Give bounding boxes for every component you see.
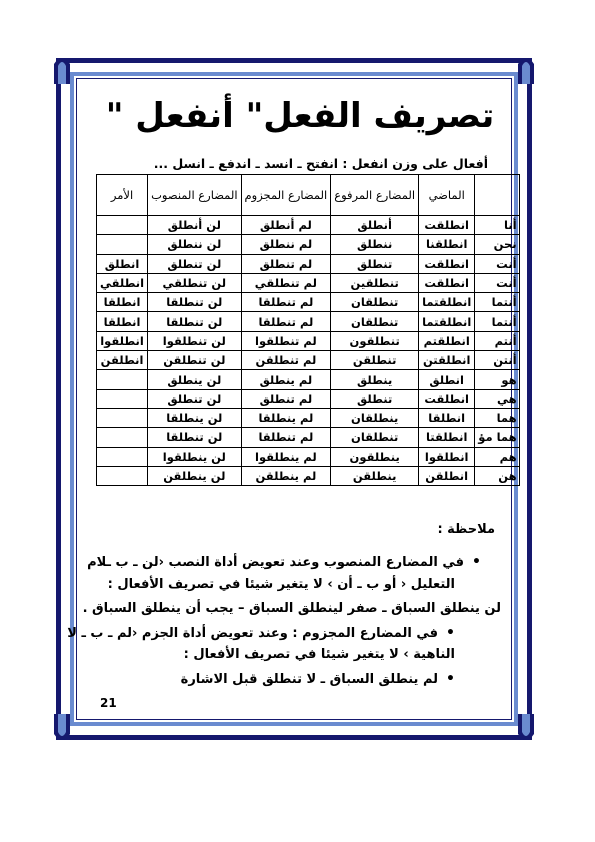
note-bullet: • لم ينطلق السباق ـ لا تنطلق قبل الاشارة	[181, 671, 455, 687]
present-indicative-cell: ينطلق	[331, 370, 419, 389]
past-cell: انطلقت	[419, 273, 475, 292]
table-header-row	[97, 175, 520, 216]
table-row	[97, 408, 520, 427]
past-cell: انطلقتم	[419, 331, 475, 350]
present-jussive-cell: لم تنطلقا	[241, 312, 331, 331]
present-jussive-cell: لم تنطلقن	[241, 351, 331, 370]
present-indicative-cell: ننطلق	[331, 235, 419, 254]
pronoun-cell: هن	[475, 466, 519, 485]
present-subjunctive-cell: لن ينطلقن	[148, 466, 241, 485]
table-row	[97, 428, 520, 447]
table-row	[97, 331, 520, 350]
corner-ornament-icon	[52, 52, 72, 84]
table-row	[97, 254, 520, 273]
present-indicative-cell: تنطلق	[331, 389, 419, 408]
past-cell: انطلق	[419, 370, 475, 389]
past-cell: انطلقتما	[419, 293, 475, 312]
present-jussive-cell: لم تنطلقا	[241, 428, 331, 447]
table-row	[97, 293, 520, 312]
present-subjunctive-cell: لن أنطلق	[148, 216, 241, 235]
pronoun-cell: هما	[475, 408, 519, 427]
imperative-cell: انطلق	[97, 254, 148, 273]
imperative-cell	[97, 370, 148, 389]
note-bullet: • في المضارع المجزوم : وعند تعويض أداة الجزم ‹لم ـ ب ـ لا	[67, 625, 455, 641]
present-jussive-cell: لم تنطلق	[241, 254, 331, 273]
imperative-cell: انطلقن	[97, 351, 148, 370]
present-subjunctive-cell: لن ينطلقوا	[148, 447, 241, 466]
conjugation-table	[96, 174, 520, 486]
present-indicative-cell: تنطلقن	[331, 351, 419, 370]
past-cell: انطلقت	[419, 389, 475, 408]
past-cell: انطلقن	[419, 466, 475, 485]
present-jussive-cell: لم ننطلق	[241, 235, 331, 254]
present-indicative-cell: تنطلقان	[331, 293, 419, 312]
present-jussive-cell: لم ينطلقوا	[241, 447, 331, 466]
present-jussive-cell: لم تنطلقوا	[241, 331, 331, 350]
pronoun-cell: أنتما	[475, 312, 519, 331]
pronoun-cell: هي	[475, 389, 519, 408]
present-jussive-cell: لم ينطلقا	[241, 408, 331, 427]
present-indicative-cell: ينطلقن	[331, 466, 419, 485]
pronoun-cell: أنتما	[475, 293, 519, 312]
pronoun-cell: هما مؤ	[475, 428, 519, 447]
table-row	[97, 389, 520, 408]
imperative-cell: انطلقا	[97, 293, 148, 312]
table-row	[97, 447, 520, 466]
page-title: تصريف الفعل" أنفعل "	[105, 96, 495, 136]
past-cell: انطلقا	[419, 408, 475, 427]
header-past: الماضي	[419, 175, 475, 216]
note-bullet: • في المضارع المنصوب وعند تعويض أداة النصب ‹لن ـ ب ـلام	[87, 554, 481, 570]
corner-ornament-icon	[516, 714, 536, 746]
table-row	[97, 370, 520, 389]
present-indicative-cell: تنطلقين	[331, 273, 419, 292]
past-cell: انطلقت	[419, 254, 475, 273]
present-indicative-cell: تنطلقون	[331, 331, 419, 350]
pronoun-cell: أنت	[475, 254, 519, 273]
notes-title: ملاحظة :	[437, 522, 495, 537]
verbs-example-line: أفعال على وزن انفعل : انفتح ـ انسد ـ اندفع ـ انسل ...	[153, 156, 488, 171]
imperative-cell	[97, 428, 148, 447]
imperative-cell	[97, 216, 148, 235]
header-present-indicative: المضارع المرفوع	[331, 175, 419, 216]
pronoun-cell: أنت	[475, 273, 519, 292]
table-row	[97, 216, 520, 235]
corner-ornament-icon	[516, 52, 536, 84]
imperative-cell	[97, 235, 148, 254]
pronoun-cell: أنتن	[475, 351, 519, 370]
present-subjunctive-cell: لن ينطلقا	[148, 408, 241, 427]
table-row	[97, 312, 520, 331]
present-jussive-cell: لم ينطلق	[241, 370, 331, 389]
note-line: لن ينطلق السباق ـ صفر لينطلق السباق – يجب أن ينطلق السباق .	[82, 601, 501, 616]
present-subjunctive-cell: لن تنطلقي	[148, 273, 241, 292]
imperative-cell	[97, 466, 148, 485]
pronoun-cell: نحن	[475, 235, 519, 254]
present-subjunctive-cell: لن تنطلقوا	[148, 331, 241, 350]
present-jussive-cell: لم تنطلقا	[241, 293, 331, 312]
imperative-cell	[97, 408, 148, 427]
present-subjunctive-cell: لن تنطلق	[148, 389, 241, 408]
present-subjunctive-cell: لن تنطلق	[148, 254, 241, 273]
pronoun-cell: هو	[475, 370, 519, 389]
pronoun-cell: أنا	[475, 216, 519, 235]
past-cell: انطلقوا	[419, 447, 475, 466]
present-indicative-cell: تنطلقان	[331, 312, 419, 331]
imperative-cell: انطلقا	[97, 312, 148, 331]
header-present-subjunctive: المضارع المنصوب	[148, 175, 241, 216]
present-subjunctive-cell: لن تنطلقن	[148, 351, 241, 370]
header-present-jussive: المضارع المجزوم	[241, 175, 331, 216]
past-cell: انطلقتن	[419, 351, 475, 370]
present-indicative-cell: تنطلقان	[331, 428, 419, 447]
present-indicative-cell: ينطلقون	[331, 447, 419, 466]
table-row	[97, 273, 520, 292]
present-indicative-cell: أنطلق	[331, 216, 419, 235]
present-jussive-cell: لم ينطلقن	[241, 466, 331, 485]
table-row	[97, 351, 520, 370]
past-cell: انطلقتما	[419, 312, 475, 331]
past-cell: انطلقنا	[419, 235, 475, 254]
header-imperative: الأمر	[97, 175, 148, 216]
past-cell: انطلقت	[419, 216, 475, 235]
present-jussive-cell: لم أنطلق	[241, 216, 331, 235]
imperative-cell: انطلقوا	[97, 331, 148, 350]
page-number: 21	[100, 696, 117, 710]
present-indicative-cell: ينطلقان	[331, 408, 419, 427]
pronoun-cell: أنتم	[475, 331, 519, 350]
header-pronoun	[475, 175, 519, 216]
imperative-cell	[97, 389, 148, 408]
present-subjunctive-cell: لن تنطلقا	[148, 293, 241, 312]
present-jussive-cell: لم تنطلقي	[241, 273, 331, 292]
present-subjunctive-cell: لن تنطلقا	[148, 428, 241, 447]
present-subjunctive-cell: لن ننطلق	[148, 235, 241, 254]
pronoun-cell: هم	[475, 447, 519, 466]
present-subjunctive-cell: لن ينطلق	[148, 370, 241, 389]
note-line: التعليل ‹ أو ب ـ أن › لا يتغير شيئا في تصريف الأفعال :	[107, 577, 455, 592]
note-line: الناهية › لا يتغير شيئا في تصريف الأفعال :	[183, 647, 455, 662]
table-row	[97, 235, 520, 254]
present-subjunctive-cell: لن تنطلقا	[148, 312, 241, 331]
present-jussive-cell: لم تنطلق	[241, 389, 331, 408]
present-indicative-cell: تنطلق	[331, 254, 419, 273]
table-row	[97, 466, 520, 485]
corner-ornament-icon	[52, 714, 72, 746]
imperative-cell: انطلقي	[97, 273, 148, 292]
imperative-cell	[97, 447, 148, 466]
past-cell: انطلقتا	[419, 428, 475, 447]
